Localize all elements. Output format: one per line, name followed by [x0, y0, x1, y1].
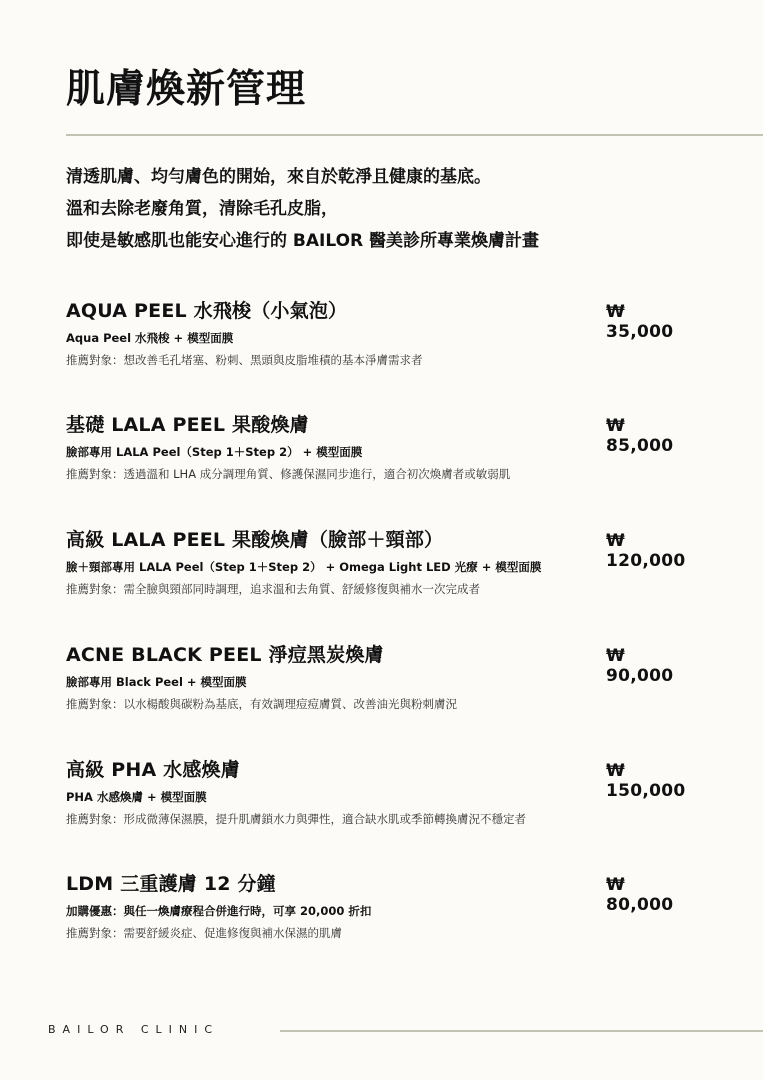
- service-target: 推薦對象：透過溫和 LHA 成分調理角質、修護保濕同步進行，適合初次煥膚者或敏弱肌: [66, 467, 511, 481]
- service-name: ACNE BLACK PEEL 淨痘黑炭煥膚: [66, 644, 384, 666]
- page-title: 肌膚煥新管理: [66, 67, 307, 112]
- service-premium-pha: [66, 755, 686, 829]
- service-target: 推薦對象：形成微薄保濕膜，提升肌膚鎖水力與彈性，適合缺水肌或季節轉換膚況不穩定者: [66, 812, 526, 826]
- service-ldm: [66, 869, 686, 943]
- service-price: ₩ 90,000: [606, 646, 674, 686]
- intro-line: 即使是敏感肌也能安心進行的 BAILOR 醫美診所專業煥膚計畫: [66, 231, 540, 251]
- service-target: 推薦對象：想改善毛孔堵塞、粉刺、黑頭與皮脂堆積的基本淨膚需求者: [66, 353, 423, 367]
- service-name: AQUA PEEL 水飛梭（小氣泡）: [66, 300, 348, 322]
- service-premium-lala-peel: [66, 525, 686, 599]
- service-price: ₩ 120,000: [606, 531, 686, 571]
- service-detail: 臉部專用 LALA Peel（Step 1＋Step 2） + 模型面膜: [66, 445, 363, 459]
- service-price: ₩ 85,000: [606, 416, 674, 456]
- service-target: 推薦對象：以水楊酸與碳粉為基底，有效調理痘痘膚質、改善油光與粉刺膚況: [66, 697, 457, 711]
- service-detail: Aqua Peel 水飛梭 + 模型面膜: [66, 331, 234, 345]
- footer-divider: [280, 1030, 763, 1032]
- service-target: 推薦對象：需要舒緩炎症、促進修復與補水保濕的肌膚: [66, 926, 342, 940]
- service-detail: PHA 水感煥膚 + 模型面膜: [66, 790, 207, 804]
- service-detail: 加購優惠：與任一煥膚療程合併進行時，可享 20,000 折扣: [66, 904, 372, 918]
- intro-line: 溫和去除老廢角質，清除毛孔皮脂，: [66, 199, 338, 219]
- service-name: 基礎 LALA PEEL 果酸煥膚: [66, 414, 309, 436]
- service-detail: 臉部專用 Black Peel + 模型面膜: [66, 675, 247, 689]
- service-name: 高級 LALA PEEL 果酸煥膚（臉部＋頸部）: [66, 529, 444, 551]
- service-name: LDM 三重護膚 12 分鐘: [66, 873, 276, 895]
- footer-brand: BAILOR CLINIC: [48, 1023, 220, 1036]
- intro-line: 清透肌膚、均勻膚色的開始，來自於乾淨且健康的基底。: [66, 167, 491, 187]
- service-basic-lala-peel: [66, 410, 686, 484]
- service-price: ₩ 80,000: [606, 875, 674, 915]
- service-aqua-peel: [66, 296, 686, 370]
- service-price: ₩ 150,000: [606, 761, 686, 801]
- title-divider: [66, 134, 763, 136]
- service-target: 推薦對象：需全臉與頸部同時調理，追求溫和去角質、舒緩修復與補水一次完成者: [66, 582, 480, 596]
- service-acne-black-peel: [66, 640, 686, 714]
- service-price: ₩ 35,000: [606, 302, 674, 342]
- service-name: 高級 PHA 水感煥膚: [66, 759, 240, 781]
- intro-block: [66, 166, 539, 262]
- service-detail: 臉＋頸部專用 LALA Peel（Step 1＋Step 2） + Omega Light LED 光療 + 模型面膜: [66, 560, 542, 574]
